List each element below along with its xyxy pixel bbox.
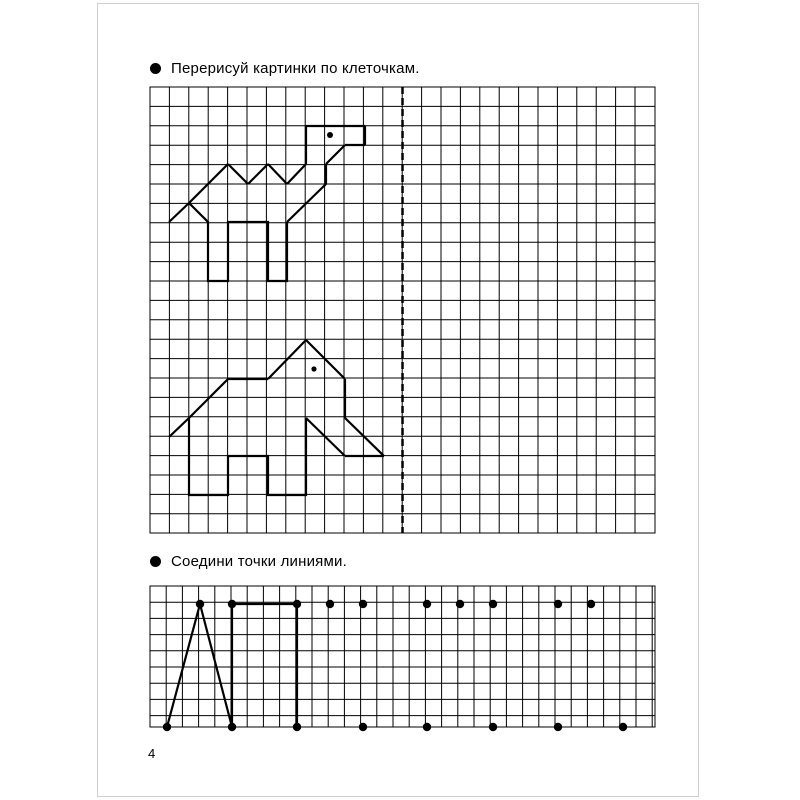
dot <box>554 723 562 731</box>
dot <box>587 600 595 608</box>
page-number: 4 <box>148 746 156 761</box>
dot <box>228 600 236 608</box>
task-copy-pictures-text: Перерисуй картинки по клеточкам. <box>171 60 420 77</box>
dot <box>359 723 367 731</box>
camel-eye <box>327 132 333 138</box>
task-connect-dots <box>150 553 347 570</box>
dot <box>456 600 464 608</box>
copy-grid <box>150 87 655 533</box>
dot <box>619 723 627 731</box>
dot <box>489 723 497 731</box>
elephant-eye <box>311 366 316 371</box>
dot <box>423 600 431 608</box>
task-connect-dots-text: Соедини точки линиями. <box>171 553 347 570</box>
dot <box>293 600 301 608</box>
dot <box>359 600 367 608</box>
dot <box>326 600 334 608</box>
example-lines <box>167 604 297 727</box>
dot <box>423 723 431 731</box>
dot <box>228 723 236 731</box>
bullet-icon <box>150 556 161 567</box>
dot <box>293 723 301 731</box>
dot <box>163 723 171 731</box>
dot <box>489 600 497 608</box>
dot <box>554 600 562 608</box>
elephant-figure <box>169 340 384 495</box>
dot <box>196 600 204 608</box>
